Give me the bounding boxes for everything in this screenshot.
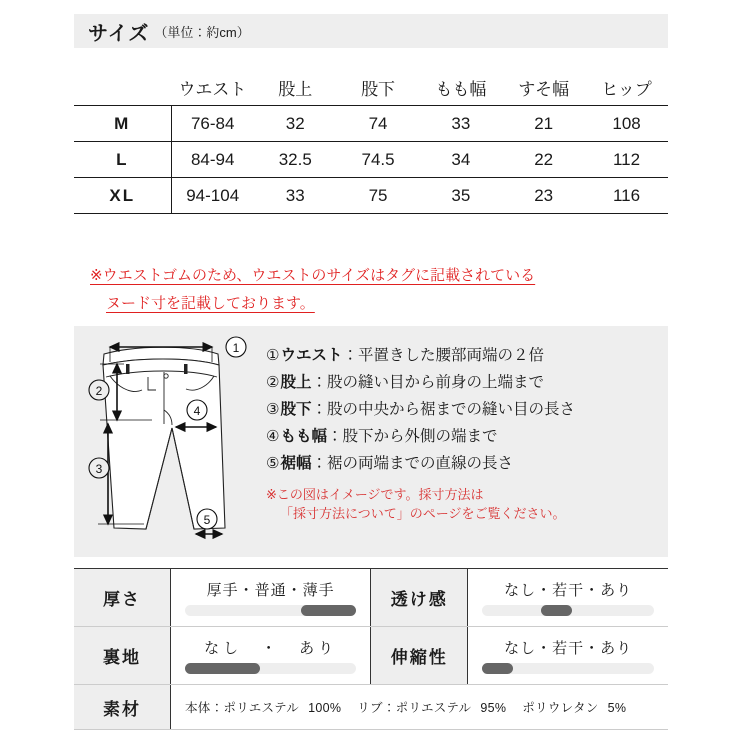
page-title-unit: （単位：約cm） (154, 24, 250, 40)
page-title-bar (74, 14, 668, 48)
diagram-disclaimer-line1: ※この図はイメージです。採寸方法は (266, 487, 484, 502)
legend-desc-5: ：裾の両端までの直線の長さ (311, 455, 513, 472)
table-row (74, 106, 668, 142)
cell-rise: 33 (254, 178, 337, 214)
legend-desc-4: ：股下から外側の端まで (326, 428, 498, 445)
legend-number-5: ⑤ (266, 455, 280, 472)
cell-waist: 84-94 (171, 142, 254, 178)
spec-indicator-thumb (541, 605, 572, 616)
spec-options-thickness: 厚手・普通・薄手 (206, 582, 335, 599)
waist-column-header: ウエスト (178, 80, 247, 99)
cell-rise: 32 (254, 106, 337, 142)
spec-label-sheerness: 透け感 (371, 569, 468, 627)
spec-indicator-lining (185, 663, 356, 674)
diagram-disclaimer-note (266, 485, 664, 523)
inseam-column-header: 股下 (361, 80, 396, 99)
spec-options-stretch: なし・若干・あり (504, 640, 633, 657)
spec-label-stretch: 伸縮性 (371, 627, 468, 685)
legend-number-4: ④ (266, 428, 280, 445)
legend-item-rise (266, 369, 664, 396)
legend-number-1: ① (266, 347, 280, 364)
size-column-header (74, 70, 171, 106)
legend-term-3: 股下 (280, 401, 312, 418)
legend-term-5: 裾幅 (280, 455, 312, 472)
spec-indicator-thumb (482, 663, 513, 674)
callout-1 (226, 337, 246, 357)
svg-text:1: 1 (232, 341, 240, 355)
callout-4 (187, 400, 207, 420)
waist-elastic-note-line1: ※ウエストゴムのため、ウエストのサイズはタグに記載されている (90, 267, 536, 284)
spec-label-material: 素材 (74, 685, 171, 730)
cell-thigh: 33 (419, 106, 502, 142)
svg-text:5: 5 (203, 513, 211, 527)
spec-label-thickness: 厚さ (74, 569, 171, 627)
size-table-body (74, 106, 668, 214)
svg-text:3: 3 (95, 462, 103, 476)
legend-desc-1: ：平置きした腰部両端の２倍 (342, 347, 544, 364)
rise-column-header: 股上 (278, 80, 313, 99)
spec-options-lining: なし ・ あり (204, 640, 338, 657)
legend-item-thigh (266, 423, 664, 450)
material-composition (185, 698, 654, 716)
spec-indicator-stretch (482, 663, 654, 674)
thigh-column-header: もも幅 (435, 80, 487, 99)
waist-elastic-note (90, 262, 670, 318)
spec-label-lining: 裏地 (74, 627, 171, 685)
spec-value-stretch (468, 627, 668, 685)
spec-options-sheerness: なし・若干・あり (504, 582, 633, 599)
legend-term-4: もも幅 (280, 428, 327, 445)
page-title: サイズ (88, 22, 150, 45)
spec-row-lining (74, 627, 668, 685)
row-size-label: L (74, 142, 171, 178)
size-table (74, 70, 668, 214)
hip-column-header: ヒップ (601, 80, 652, 99)
callout-5 (197, 509, 217, 529)
spec-value-sheerness (468, 569, 668, 627)
material-body-pct: 100% (308, 701, 342, 715)
cell-hem: 21 (502, 106, 585, 142)
spec-row-material (74, 685, 668, 730)
legend-desc-2: ：股の縫い目から前身の上端まで (311, 374, 544, 391)
spec-row-thickness (74, 569, 668, 627)
svg-text:4: 4 (193, 404, 201, 418)
cell-hem: 23 (502, 178, 585, 214)
measurement-diagram-section (74, 326, 668, 557)
cell-thigh: 34 (419, 142, 502, 178)
diagram-disclaimer-line2: 「採寸方法について」のページをご覧ください。 (280, 506, 566, 521)
hem-column-header: すそ幅 (518, 80, 570, 99)
spec-indicator-thumb (301, 605, 356, 616)
cell-waist: 76-84 (171, 106, 254, 142)
pants-illustration-svg (86, 332, 262, 550)
cell-inseam: 74.5 (337, 142, 420, 178)
cell-hem: 22 (502, 142, 585, 178)
cell-inseam: 74 (337, 106, 420, 142)
table-row (74, 142, 668, 178)
cell-waist: 94-104 (171, 178, 254, 214)
spec-indicator-sheerness (482, 605, 654, 616)
spec-value-material (171, 685, 669, 730)
spec-table-body (74, 569, 668, 730)
material-body-label: 本体：ポリエステル (185, 701, 300, 715)
legend-number-2: ② (266, 374, 280, 391)
svg-text:2: 2 (95, 384, 103, 398)
size-table-header-row (74, 70, 668, 106)
spec-value-thickness (171, 569, 371, 627)
row-size-label: XL (74, 178, 171, 214)
material-rib-label: リブ：ポリエステル (357, 701, 472, 715)
cell-hip: 108 (585, 106, 668, 142)
callout-2 (89, 380, 109, 400)
material-polyurethane-pct: 5% (607, 701, 627, 715)
cell-hip: 112 (585, 142, 668, 178)
legend-item-hem (266, 450, 664, 477)
legend-term-2: 股上 (280, 374, 312, 391)
cell-inseam: 75 (337, 178, 420, 214)
cell-rise: 32.5 (254, 142, 337, 178)
legend-item-waist (266, 342, 664, 369)
cell-thigh: 35 (419, 178, 502, 214)
table-row (74, 178, 668, 214)
spec-indicator-thickness (185, 605, 356, 616)
material-rib-pct: 95% (480, 701, 507, 715)
size-table-head (74, 70, 668, 106)
cell-hip: 116 (585, 178, 668, 214)
legend-number-3: ③ (266, 401, 280, 418)
material-polyurethane-label: ポリウレタン (522, 701, 599, 715)
pants-diagram (86, 332, 262, 555)
row-size-label: M (74, 106, 171, 142)
spec-indicator-thumb (185, 663, 260, 674)
legend-term-1: ウエスト (280, 347, 343, 364)
waist-elastic-note-line2: ヌード寸を記載しております。 (106, 295, 315, 312)
spec-table (74, 568, 668, 730)
legend-desc-3: ：股の中央から裾までの縫い目の長さ (311, 401, 575, 418)
callout-3 (89, 458, 109, 478)
measurement-legend (266, 342, 664, 523)
legend-item-inseam (266, 396, 664, 423)
spec-value-lining (171, 627, 371, 685)
